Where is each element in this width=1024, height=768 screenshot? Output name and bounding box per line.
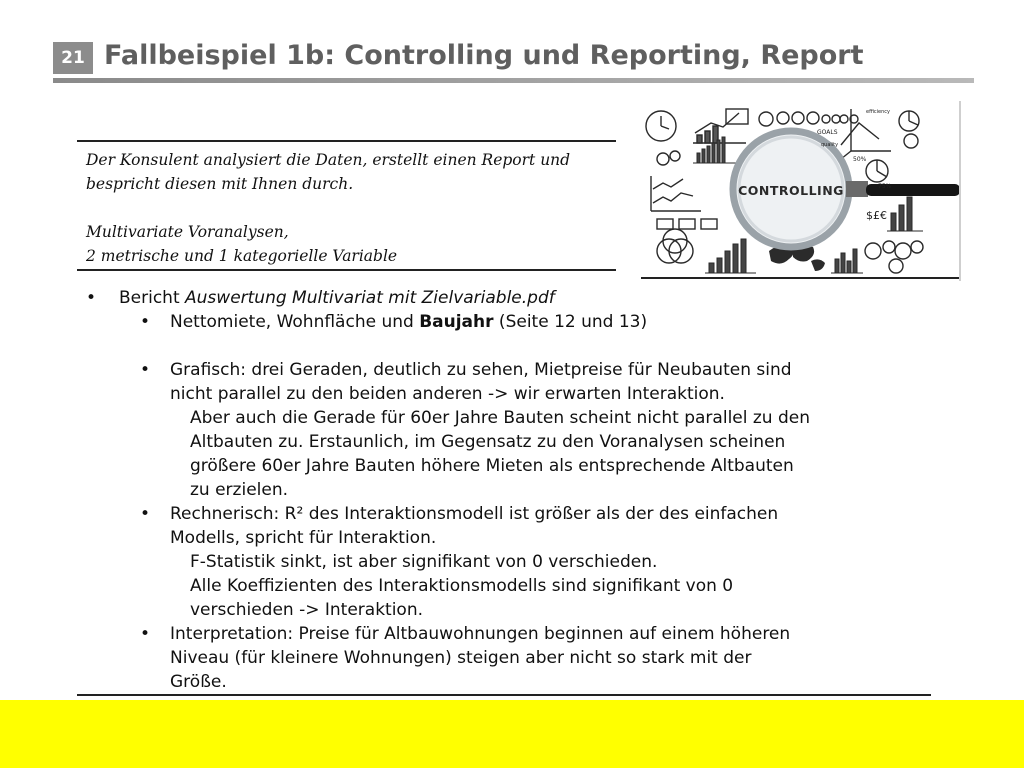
continuation-text: Aber auch die Gerade für 60er Jahre Bauten scheint nicht parallel zu den Altbauten zu. Erstaunlich, im Gegensatz zu den Voranalysen scheinen größere 60er Jahre Bauten höhere Mieten als entsprechende Altbauten zu erzielen. [190, 408, 811, 500]
goals-label: GOALS [817, 129, 838, 136]
bullet-marker: • [140, 360, 151, 380]
percent-pie-icon [866, 160, 888, 182]
gears-bottom-icon [865, 241, 923, 273]
documents-icon [657, 219, 717, 229]
efficiency-label: efficiency [866, 109, 891, 115]
bullet-text: Nettomiete, Wohnfläche und Baujahr (Seite 12 und 13) [170, 312, 648, 332]
venn-diagram-icon [657, 229, 693, 263]
intro-bottom-rule [77, 269, 616, 271]
smiley-icons [777, 112, 819, 124]
bullet-marker: • [140, 312, 151, 332]
clock-icon [646, 111, 676, 141]
quality-label: quality [821, 142, 839, 148]
bullet-text: Bericht Auswertung Multivariat mit Zielvariable.pdf [119, 288, 555, 308]
sub-bullet-item [86, 502, 946, 550]
panel-bottom-rule [641, 277, 959, 279]
footer-bar [0, 700, 1024, 768]
intro-top-rule [77, 140, 616, 142]
gears-icon [657, 151, 680, 165]
continuation-text: F-Statistik sinkt, ist aber signifikant von 0 verschieden. Alle Koeffizienten des Interaktionsmodells sind signifikant von 0 verschieden -> Interaktion. [190, 552, 734, 620]
title-underline [53, 78, 974, 83]
sub-bullet-item [86, 310, 946, 334]
intro-line: Der Konsulent analysiert die Daten, erstellt einen Report und [86, 151, 571, 169]
alarm-clock-icon [759, 112, 773, 126]
bullet-marker: • [140, 624, 151, 644]
controlling-doodle-image [641, 101, 959, 277]
slide-title: Fallbeispiel 1b: Controlling und Reporting, Report [104, 40, 864, 71]
panel-divider [959, 101, 961, 281]
bullet-list [86, 286, 946, 694]
bottom-bar-chart-icon [831, 249, 863, 273]
line-chart-icon [651, 176, 701, 211]
sub-bullet-item [86, 622, 946, 694]
intro-line: 2 metrische und 1 kategorielle Variable [86, 247, 398, 265]
intro-line: bespricht diesen mit Ihnen durch. [86, 175, 354, 193]
currency-symbols: $£€ [866, 209, 887, 222]
growth-bars-icon [705, 239, 756, 273]
sub-bullet-item [86, 358, 946, 406]
bullet-marker: • [140, 504, 151, 524]
controlling-illustration [641, 101, 959, 277]
bullet-item [86, 286, 946, 310]
bullet-text: Interpretation: Preise für Altbauwohnungen beginnen auf einem höheren Niveau (für kleinere Wohnungen) steigen aber nicht so stark mit der Größe. [170, 624, 791, 692]
percent-label: 50% [853, 156, 867, 163]
magnifier-label: CONTROLLING [738, 183, 844, 198]
content-bottom-rule [77, 694, 931, 696]
bicycle-icons [822, 115, 858, 123]
bullet-text: Grafisch: drei Geraden, deutlich zu sehen, Mietpreise für Neubauten sind nicht parallel zu den beiden anderen -> wir erwarten Interaktion. [170, 360, 792, 404]
bullet-text: Rechnerisch: R² des Interaktionsmodell ist größer als der des einfachen Modells, spricht für Interaktion. [170, 504, 779, 548]
pie-chart-icon [899, 111, 919, 148]
intro-line: Multivariate Voranalysen, [86, 223, 289, 241]
3d-axes-icon [836, 109, 891, 163]
bar-chart-icon [693, 113, 746, 143]
right-bars-icon [887, 197, 923, 231]
percent-label: 75% [878, 183, 892, 190]
bullet-marker: • [86, 288, 97, 308]
slide-number: 21 [53, 42, 93, 74]
intro-text [86, 148, 606, 268]
